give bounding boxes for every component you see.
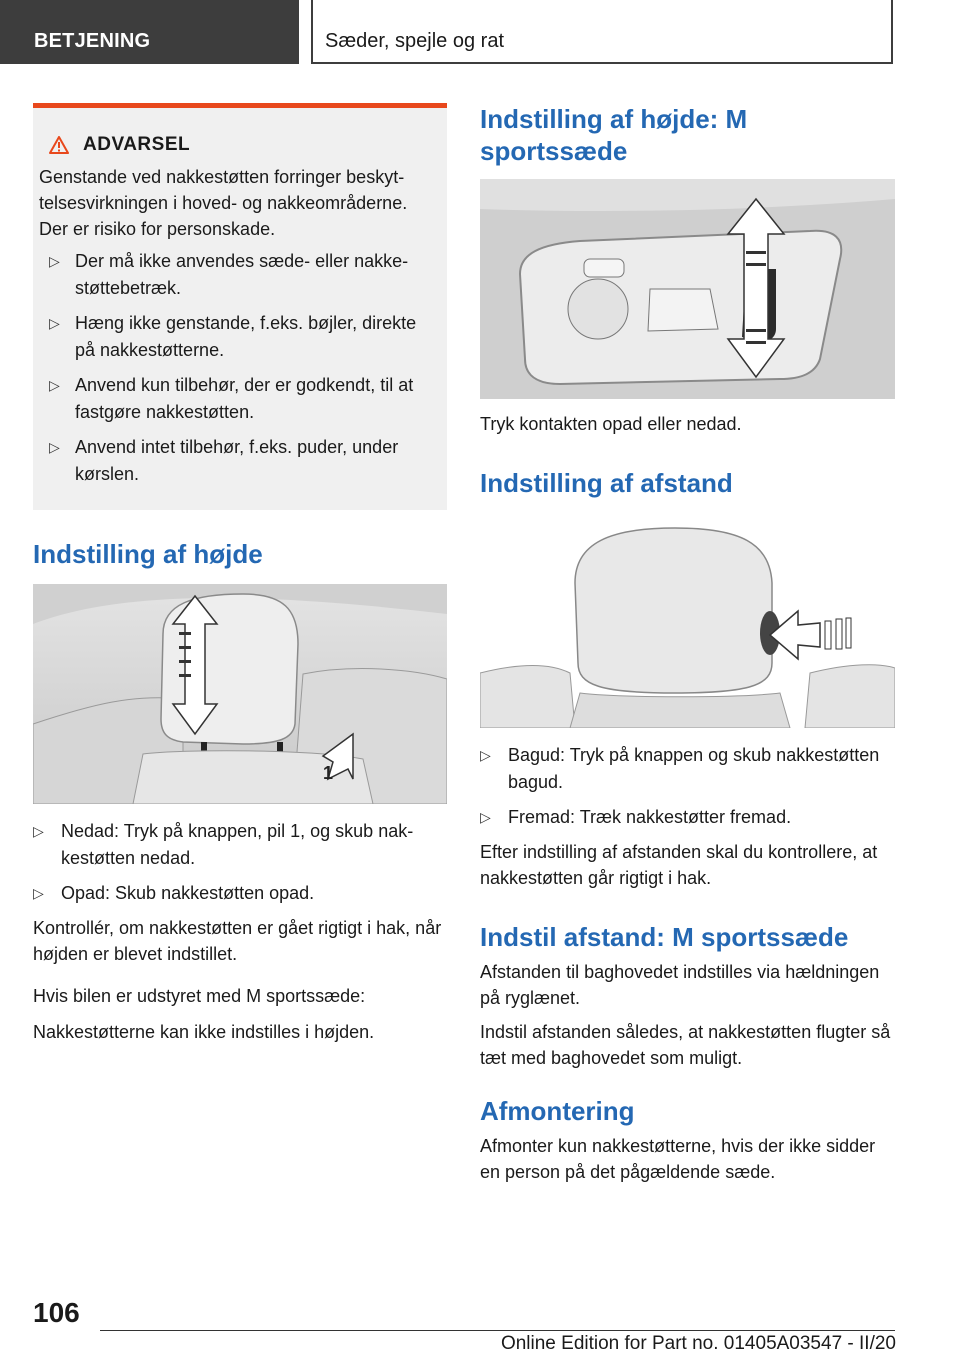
triangle-bullet-icon: ▷ [49, 253, 60, 269]
edition-text: Online Edition for Part no. 01405A03547 - II/20 [500, 1333, 896, 1354]
seat-switch-illustration [480, 179, 895, 399]
triangle-bullet-icon: ▷ [480, 809, 491, 825]
height-paragraph-2: Hvis bilen er udstyret med M sportssæde: [33, 986, 366, 1006]
distance-list [480, 742, 895, 831]
section-heading-height: Indstilling af højde [33, 539, 263, 569]
list-item: ▷ Der må ikke anvendes sæde- eller nakkestøttebetræk. [39, 248, 433, 302]
footer-divider [100, 1330, 895, 1331]
triangle-bullet-icon: ▷ [49, 377, 60, 393]
headrest-distance-illustration [480, 523, 895, 728]
warning-list [39, 248, 433, 488]
triangle-bullet-icon: ▷ [33, 885, 44, 901]
list-item: ▷ Opad: Skub nakkestøtten opad. [33, 880, 447, 907]
triangle-bullet-icon: ▷ [480, 747, 491, 763]
section-heading-removal: Afmontering [480, 1096, 635, 1126]
list-item: ▷ Anvend kun tilbehør, der er godkendt, til at fastgøre nakkestøtten. [39, 372, 433, 426]
height-m-text: Tryk kontakten opad eller nedad. [480, 414, 742, 434]
chapter-title: Sæder, spejle og rat [325, 30, 504, 52]
left-column [33, 103, 447, 1045]
right-column [480, 103, 895, 1185]
warning-text: Genstande ved nakkestøtten forringer beskyttelsesvirkningen i hoved- og nakkeområderne. Der er risiko for personskade. [39, 167, 408, 239]
section-title: BETJENING [34, 30, 151, 52]
section-heading-height-m: Indstilling af højde: M sportssæde [480, 104, 748, 166]
callout-label: 1 [323, 763, 334, 783]
list-item: ▷ Nedad: Tryk på knappen, pil 1, og skub nakkestøtten nedad. [33, 818, 447, 872]
chapter-tab [311, 0, 893, 64]
warning-title: ADVARSEL [83, 134, 191, 155]
headrest-height-illustration [33, 584, 447, 804]
distance-m-paragraph-2: Indstil afstanden således, at nakkestøtten flugter så tæt med baghovedet som muligt. [480, 1022, 891, 1068]
distance-text: Efter indstilling af afstanden skal du kontrollere, at nakkestøtten går rigtigt i hak. [480, 842, 878, 888]
section-heading-distance: Indstilling af afstand [480, 468, 733, 498]
page-number: 106 [33, 1297, 80, 1328]
triangle-bullet-icon: ▷ [49, 439, 60, 455]
distance-m-paragraph-1: Afstanden til baghovedet indstilles via hældningen på ryglænet. [480, 962, 880, 1008]
triangle-bullet-icon: ▷ [49, 315, 60, 331]
list-item: ▷ Anvend intet tilbehør, f.eks. puder, under kørslen. [39, 434, 433, 488]
removal-text: Afmonter kun nakkestøtterne, hvis der ikke sidder en person på det pågældende sæde. [480, 1136, 876, 1182]
list-item: ▷ Bagud: Tryk på knappen og skub nakkestøtten bagud. [480, 742, 895, 796]
height-paragraph-3: Nakkestøtterne kan ikke indstilles i højden. [33, 1022, 375, 1042]
list-item: ▷ Hæng ikke genstande, f.eks. bøjler, direkte på nakkestøtterne. [39, 310, 433, 364]
list-item: ▷ Fremad: Træk nakkestøtter fremad. [480, 804, 895, 831]
height-paragraph-1: Kontrollér, om nakkestøtten er gået rigtigt i hak, når højden er blevet indstillet. [33, 918, 442, 964]
warning-box [33, 103, 447, 510]
height-list [33, 818, 447, 907]
section-tab [0, 0, 299, 64]
warning-icon [49, 136, 69, 154]
warning-header [49, 134, 433, 156]
section-heading-distance-m: Indstil afstand: M sportssæde [480, 922, 849, 952]
triangle-bullet-icon: ▷ [33, 823, 44, 839]
